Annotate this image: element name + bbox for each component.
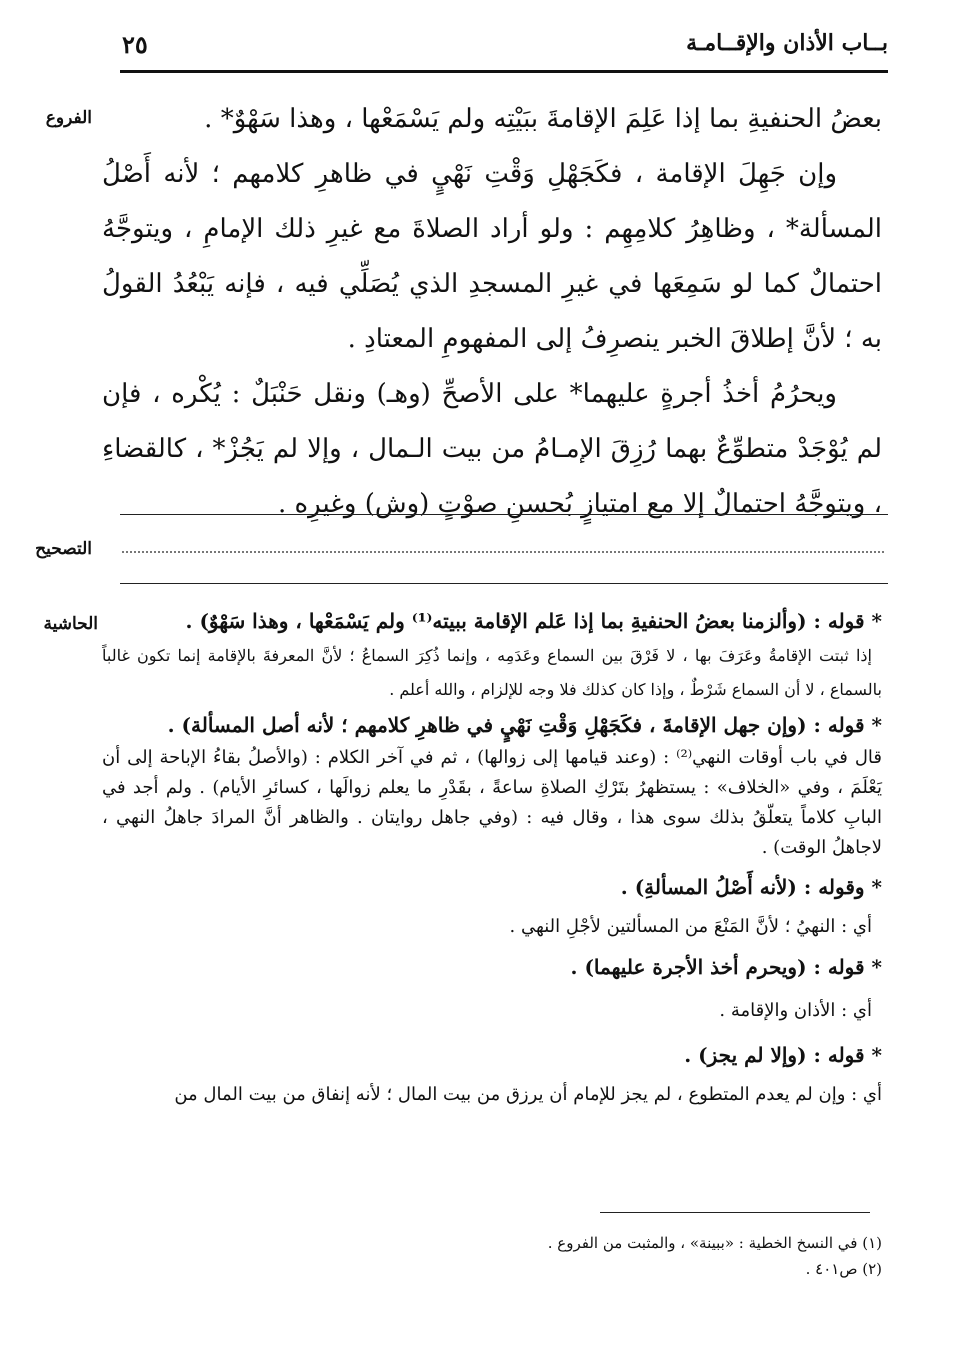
footnote: (١) في النسخ الخطية : «ببينة» ، والمثبت من الفروع . [547, 1234, 882, 1252]
hashiya-text [102, 603, 882, 1113]
side-label-furu: الفروع [45, 108, 92, 128]
hashiya-paragraph: قال في باب أوقات النهي⁽²⁾ : (وعند قيامها إلى زوالها) ، ثم في آخر الكلام : (والأصلُ بقاءُ الإباحة إلى أن يَعْلَمَ ، وفي «الخلاف» : يستظهرُ بتَرْكِ الصلاةِ ساعةً ، بقَدْرِ ما يعلم زوالَها ، كسائرِ الأيام) . ولم أجد في البابِ كلاماً يتعلّقُ بذلك سوى هذا ، وقال فيه : (وفي جاهل روايتان . والظاهر أنَّ المرادَ جاهلُ النهي ، لاجاهلُ الوقت) . [102, 747, 882, 858]
qawl-heading: * قوله : (وإلا لم يجز) . [684, 1043, 882, 1067]
footnote: (٢) ص٤٠١ . [805, 1260, 882, 1278]
separator-line [120, 514, 888, 515]
hashiya-paragraph: أي : وإن لم يعدم المتطوع ، لم يجز للإمام أن يرزق من بيت المال ؛ لأنه إنفاق من بيت المال من [174, 1084, 882, 1105]
page-number: ٢٥ [122, 30, 148, 59]
chapter-title: بــاب الأذان والإقــامـة [686, 30, 888, 56]
main-paragraph: وإن جَهِلَ الإقامة ، فكَجَهْلِ وَقْتِ نَهْيٍ في ظاهرِ كلامهم ؛ لأنه أَصْلُ المسألة* ، وظاهِرُ كلامِهِم : ولو أراد الصلاةَ مع غيرِ ذلك الإمامِ ، ويتوجَّهُ احتمالٌ كما لو سَمِعَها في غيرِ المسجدِ الذي يُصَلِّي فيه ، فإنه يَبْعُدُ القولُ به ؛ لأنَّ إطلاقَ الخبر ينصرِفُ إلى المفهومِ المعتادِ . [102, 159, 882, 354]
header-rule [120, 70, 888, 73]
hashiya-paragraph: أي : الأذان والإقامة . [719, 1000, 872, 1021]
hashiya-paragraph: أي : النهيُ ؛ لأنَّ المَنْعَ من المسألتين لأجْلِ النهي . [509, 916, 872, 937]
footnote-rule [600, 1212, 870, 1213]
main-paragraph: ويحرُمُ أخذُ أجرةٍ عليهما* على الأصحِّ (وهـ) ونقل حَنْبَلٌ : يُكْره ، فإن لم يُوْجَدْ متطوِّعٌ بهما رُزِقَ الإمـامُ من بيت الـمال ، وإلا لم يَجُزْ* ، كالقضاءِ ، ويتوجَّهُ احتمالٌ إلا مع امتيازٍ بُحسنِ صوْتٍ (وش) وغيرِه . [102, 379, 882, 519]
qawl-heading: * قوله : (وألزمنا بعضُ الحنفيةِ بما إذا عَلم الإقامة ببيته⁽¹⁾ ولم يَسْمَعْها ، وهذا سَهْوٌ) . [185, 609, 882, 633]
side-label-hashiya: الحاشية [43, 614, 98, 634]
side-label-tashih: التصحيح [35, 539, 92, 559]
separator-line [120, 583, 888, 584]
qawl-heading: * وقوله : (لأنه أَصْلُ المسألةِ) . [620, 875, 882, 899]
footnotes [102, 1230, 882, 1282]
qawl-heading: * قوله : (وإن جهل الإقامةَ ، فكَجَهْلِ وَقْتِ نَهْيٍ في ظاهرِ كلامهم ؛ لأنه أصل المسألة) . [167, 713, 882, 737]
main-paragraph: بعضُ الحنفيةِ بما إذا عَلِمَ الإقامةَ ببَيْتِه ولم يَسْمَعْها ، وهذا سَهْوٌ* . [204, 104, 882, 134]
main-text [102, 92, 882, 532]
tashih-dotted-line [122, 551, 884, 553]
hashiya-paragraph: إذا ثبتت الإقامةُ وعَرَفَ بها ، لا فَرْقَ بين السماع وعَدَمِه ، وإنما ذُكِرَ السماعُ ؛ لأنَّ المعرفةَ بالإقامة إنما تكون غالباً بالسماع ، لا أن السماع شَرْطٌ ، وإذا كان كذلك فلا وجه للإلزام ، والله أعلم . [102, 646, 882, 699]
qawl-heading: * قوله : (ويحرم أخذ الأجرة عليهما) . [570, 955, 882, 979]
